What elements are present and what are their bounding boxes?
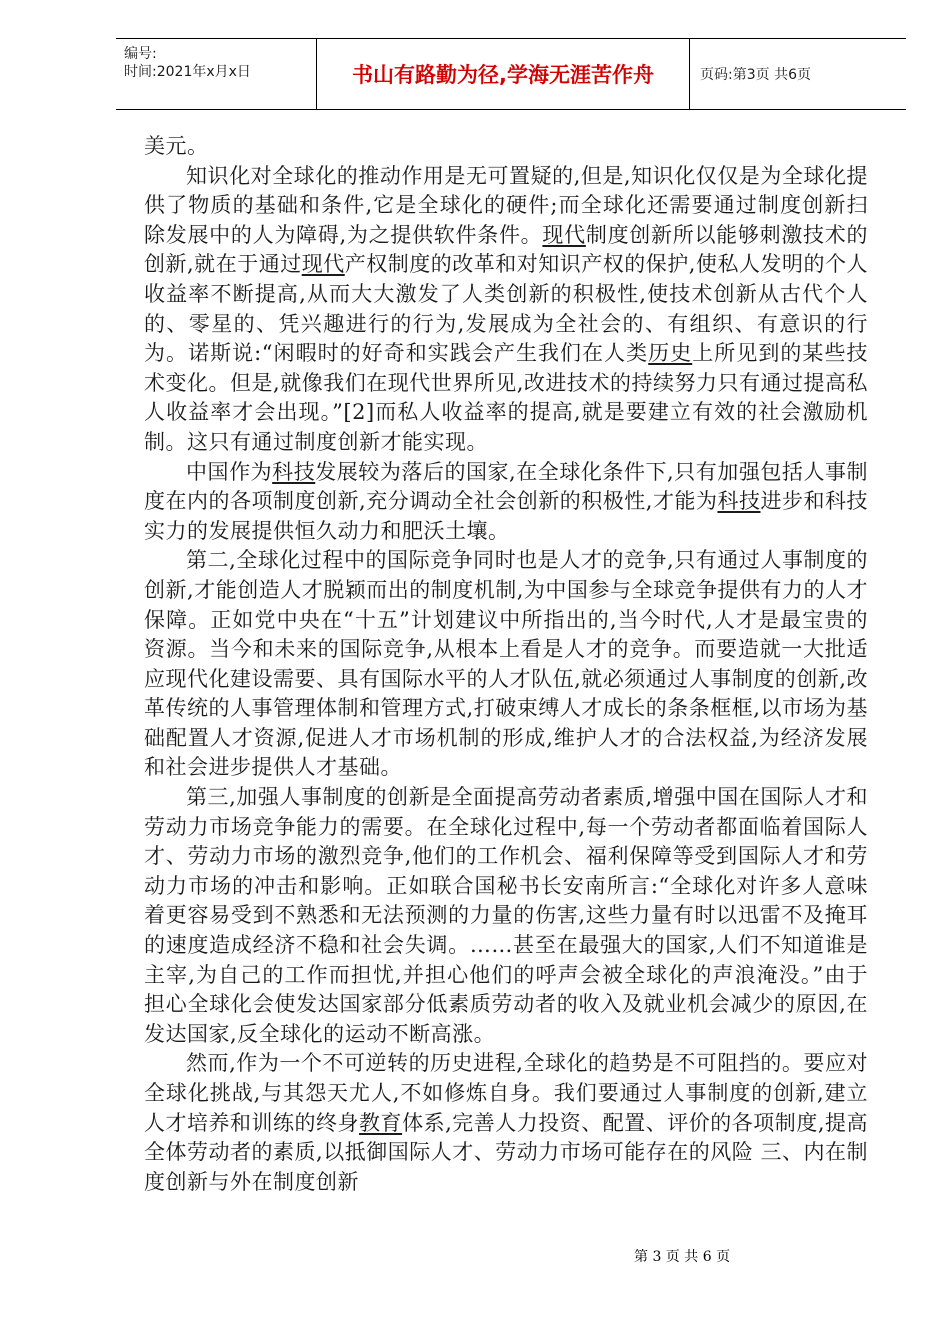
header-page-label: 页码:第3页 共6页 (700, 67, 811, 83)
page-footer: 第 3 页 共 6 页 (634, 1249, 731, 1265)
paragraph-0: 美元。 (144, 134, 209, 158)
paragraph-1 (144, 162, 868, 458)
paragraph-2-text-c: 进步和科技实力的发展提供恒久动力和肥沃土壤。 (144, 489, 869, 543)
document-body (144, 132, 868, 1197)
paragraph-2-text-b: 发展较为落后的国家,在全球化条件下,只有加强包括人事制度在内的各项制度创新,充分调动全社会创新的积极性,才能为 (144, 459, 869, 514)
paragraph-1-text-c: 产权制度的改革和对知识产权的保护,使私人发明的个人收益率不断提高,从而大大激发了人类创新的积极性,使技术创新从古代个人的、零星的、凭兴趣进行的行为,发展成为全社会的、有组织、有意识的行为。诺斯说:“闲暇时的好奇和实践会产生我们在人类 (144, 252, 868, 366)
link-modern-1[interactable]: 现代 (542, 222, 586, 247)
link-technology-1[interactable]: 科技 (272, 459, 316, 484)
paragraph-2 (144, 458, 868, 547)
paragraph-5-text-a: 然而,作为一个不可逆转的历史进程,全球化的趋势是不可阻挡的。要应对全球化挑战,与其怨天尤人,不如修炼自身。我们要通过人事制度的创新,建立人才培养和训练的终身 (144, 1051, 868, 1135)
header-time-label: 时间:2021年x月x日 (124, 64, 251, 80)
paragraph-1-text-b: 制度创新所以能够刺激技术的创新,就在于通过 (144, 222, 869, 277)
link-technology-2[interactable]: 科技 (717, 489, 761, 514)
paragraph-4: 第三,加强人事制度的创新是全面提高劳动者素质,增强中国在国际人才和劳动力市场竞争能力的需要。在全球化过程中,每一个劳动者都面临着国际人才、劳动力市场的激烈竞争,他们的工作机会、福利保障等受到国际人才和劳动力市场的冲击和影响。正如联合国秘书长安南所言:“全球化对许多人意味着更容易受到不熟悉和无法预测的力量的伤害,这些力量有时以迅雷不及掩耳的速度造成经济不稳和社会失调。……甚至在最强大的国家,人们不知道谁是主宰,为自己的工作而担忧,并担心他们的呼声会被全球化的声浪淹没。”由于担心全球化会使发达国家部分低素质劳动者的收入及就业机会减少的原因,在发达国家,反全球化的运动不断高涨。 (144, 785, 868, 1046)
header-motto: 书山有路勤为径,学海无涯苦作舟 (316, 39, 690, 109)
header-number-label: 编号: (124, 46, 157, 62)
page-header (116, 38, 906, 110)
paragraph-1-text-a: 知识化对全球化的推动作用是无可置疑的,但是,知识化仅仅是为全球化提供了物质的基础和条件,它是全球化的硬件;而全球化还需要通过制度创新扫除发展中的人为障碍,为之提供软件条件。 (144, 163, 868, 247)
paragraph-3: 第二,全球化过程中的国际竞争同时也是人才的竞争,只有通过人事制度的创新,才能创造人才脱颖而出的制度机制,为中国参与全球竞争提供有力的人才保障。正如党中央在“十五”计划建议中所指出的,当今时代,人才是最宝贵的资源。当今和未来的国际竞争,从根本上看是人才的竞争。而要造就一大批适应现代化建设需要、具有国际水平的人才队伍,就必须通过人事制度的创新,改革传统的人事管理体制和管理方式,打破束缚人才成长的条条框框,以市场为基础配置人才资源,促进人才市场机制的形成,维护人才的合法权益,为经济发展和社会进步提供人才基础。 (144, 548, 868, 780)
paragraph-2-text-a: 中国作为 (186, 459, 273, 484)
paragraph-5 (144, 1049, 868, 1197)
header-meta (116, 39, 316, 109)
link-modern-2[interactable]: 现代 (301, 252, 345, 277)
link-history[interactable]: 历史 (648, 341, 693, 366)
paragraph-1-text-d: 上所见到的某些技术变化。但是,就像我们在现代世界所见,改进技术的持续努力只有通过提高私人收益率才会出现。”[2]而私人收益率的提高,就是要建立有效的社会激励机制。这只有通过制度创新才能实现。 (144, 341, 869, 454)
link-education[interactable]: 教育 (359, 1110, 403, 1135)
paragraph-5-text-b: 体系,完善人力投资、配置、评价的各项制度,提高全体劳动者的素质,以抵御国际人才、劳动力市场可能存在的风险 三、内在制度创新与外在制度创新 (144, 1110, 869, 1194)
